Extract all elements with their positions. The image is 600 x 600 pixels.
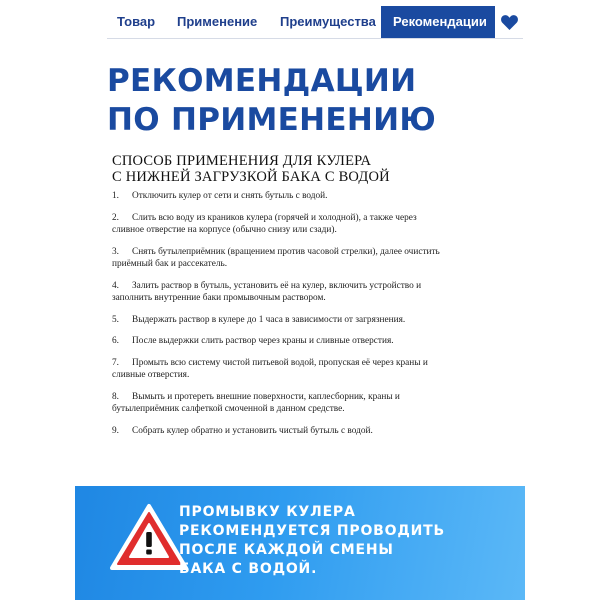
step-item — [112, 190, 447, 203]
section-subtitle — [112, 153, 512, 185]
top-nav — [107, 6, 523, 39]
step-text: Выдержать раствор в кулере до 1 часа в зависимости от загрязнения. — [132, 314, 406, 325]
step-number: 2. — [112, 212, 119, 223]
tab-advantages[interactable]: Преимущества — [280, 14, 376, 29]
step-text: Слить всю воду из краников кулера (горячей и холодной), а также через сливное отверстие на корпусе (обычно снизу или сзади). — [112, 212, 417, 235]
step-item — [112, 314, 447, 327]
step-item — [112, 357, 447, 382]
step-number: 1. — [112, 191, 119, 201]
step-number: 9. — [112, 425, 119, 436]
page-title — [107, 62, 523, 140]
warning-text — [179, 503, 509, 579]
step-text: Залить раствор в бутыль, установить её на кулер, включить устройство и заполнить внутренние баки промывочным раствором. — [112, 280, 422, 303]
warning-banner — [75, 486, 525, 600]
step-item — [112, 391, 447, 416]
heart-icon — [501, 15, 518, 30]
step-number: 5. — [112, 314, 119, 325]
tab-usage[interactable]: Применение — [177, 14, 258, 29]
warning-text-line: ПРОМЫВКУ КУЛЕРА — [179, 504, 356, 520]
step-number: 4. — [112, 280, 119, 291]
favorite-button[interactable] — [495, 6, 523, 38]
warning-icon — [109, 502, 189, 572]
instruction-steps — [112, 190, 447, 446]
section-subtitle-line-1: СПОСОБ ПРИМЕНЕНИЯ ДЛЯ КУЛЕРА — [112, 153, 372, 169]
step-text: Снять бутылеприёмник (вращением против часовой стрелки), далее очистить приёмный бак и рассекатель. — [112, 246, 440, 269]
step-number: 7. — [112, 357, 119, 368]
tab-recommendations[interactable]: Рекомендации — [381, 6, 495, 38]
step-item — [112, 280, 447, 305]
warning-text-line: ПОСЛЕ КАЖДОЙ СМЕНЫ — [179, 542, 394, 558]
step-item — [112, 246, 447, 271]
step-number: 8. — [112, 391, 119, 402]
step-text: Вымыть и протереть внешние поверхности, каплесборник, краны и бутылеприёмник салфеткой смоченной в данном средстве. — [112, 391, 400, 414]
step-number: 6. — [112, 336, 119, 346]
step-item — [112, 335, 447, 348]
warning-text-line: РЕКОМЕНДУЕТСЯ ПРОВОДИТЬ — [179, 523, 445, 539]
page-title-line-2: ПО ПРИМЕНЕНИЮ — [107, 102, 437, 138]
tab-product[interactable]: Товар — [117, 14, 156, 29]
step-text: После выдержки слить раствор через краны и сливные отверстия. — [132, 336, 394, 346]
step-text: Собрать кулер обратно и установить чистый бутыль с водой. — [132, 425, 373, 436]
warning-text-line: БАКА С ВОДОЙ. — [179, 561, 318, 577]
step-item — [112, 212, 447, 237]
step-text: Отключить кулер от сети и снять бутыль с водой. — [132, 191, 328, 201]
step-text: Промыть всю систему чистой питьевой водой, пропуская её через краны и сливные отверстия. — [112, 357, 428, 380]
section-subtitle-line-2: С НИЖНЕЙ ЗАГРУЗКОЙ БАКА С ВОДОЙ — [112, 169, 390, 185]
step-number: 3. — [112, 246, 119, 257]
step-item — [112, 425, 447, 438]
page-title-line-1: РЕКОМЕНДАЦИИ — [107, 63, 417, 99]
